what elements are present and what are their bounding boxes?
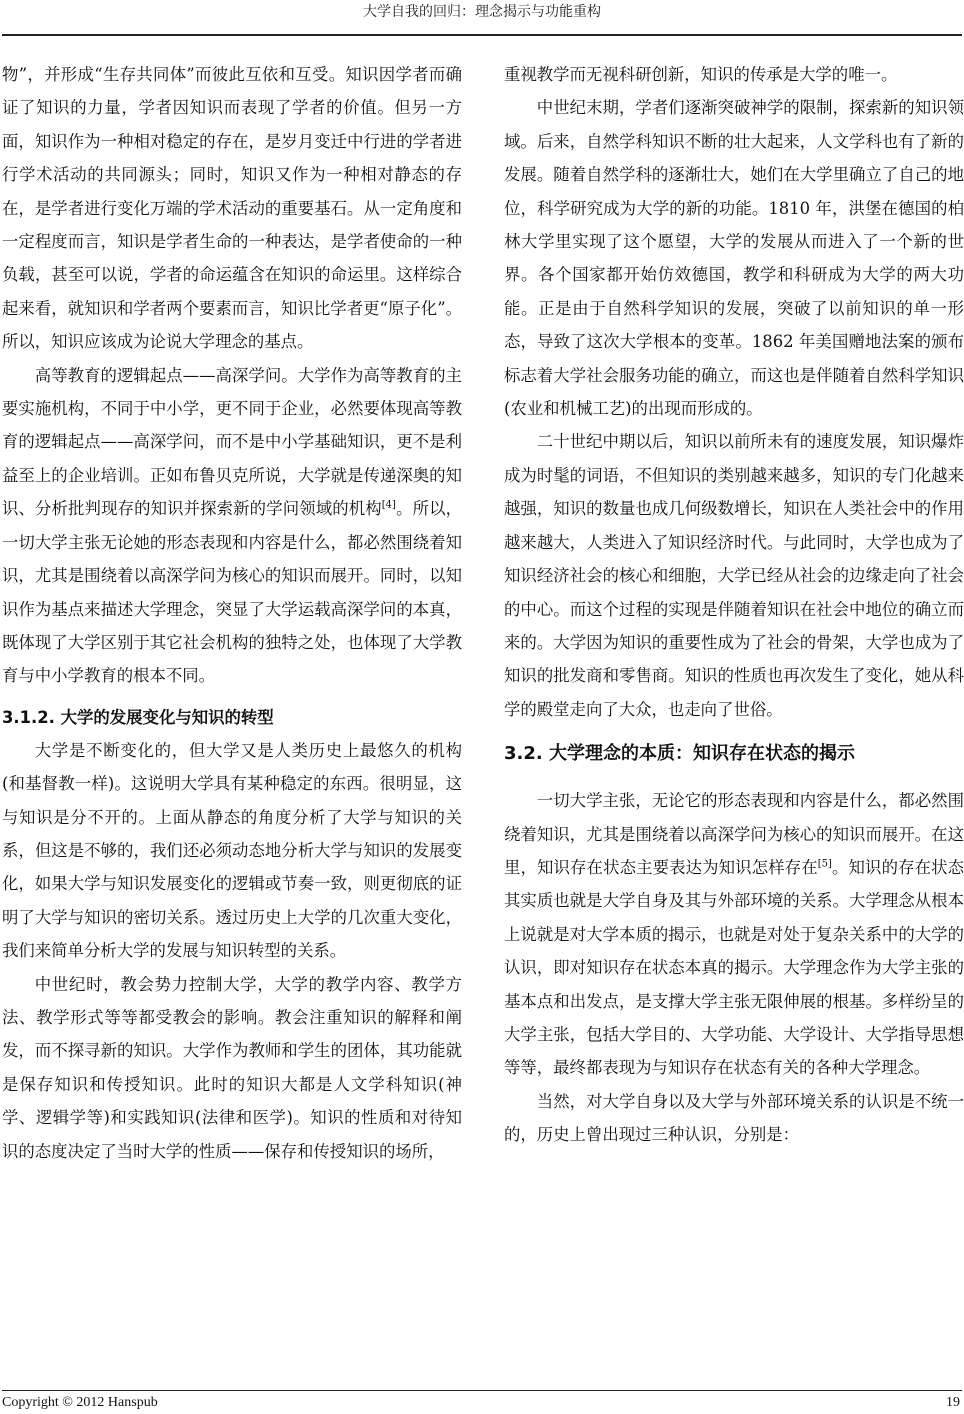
- paragraph-text: 一切大学主张，无论它的形态表现和内容是什么，都必然围绕着知识，尤其是围绕着以高深学问为核心的知识而展开。在这里，知识存在状态主要表达为知识怎样存在: [504, 791, 964, 877]
- right-column: [504, 58, 964, 1152]
- paragraph-text: 高等教育的逻辑起点——高深学问。大学作为高等教育的主要实施机构，不同于中小学，更不同于企业，必然要体现高等教育的逻辑起点——高深学问，而不是中小学基础知识，更不是利益至上的企业培训。正如布鲁贝克所说，大学就是传递深奥的知识、分析批判现存的知识并探索新的学问领域的机构: [2, 365, 462, 519]
- paragraph: 物”，并形成“生存共同体”而彼此互依和互受。知识因学者而确证了知识的力量，学者因知识而表现了学者的价值。但另一方面，知识作为一种相对稳定的存在，是岁月变迁中行进的学者进行学术活动的共同源头；同时，知识又作为一种相对静态的存在，是学者进行变化万端的学术活动的重要基石。从一定角度和一定程度而言，知识是学者生命的一种表达，是学者使命的一种负载，甚至可以说，学者的命运蕴含在知识的命运里。这样综合起来看，就知识和学者两个要素而言，知识比学者更“原子化”。所以，知识应该成为论说大学理念的基点。: [2, 65, 462, 352]
- paragraph: [2, 359, 462, 693]
- paragraph: 大学是不断变化的，但大学又是人类历史上最悠久的机构(和基督教一样)。这说明大学具有某种稳定的东西。很明显，这与知识是分不开的。上面从静态的角度分析了大学与知识的关系，但这是不够的，我们还必须动态地分析大学与知识的发展变化，如果大学与知识发展变化的逻辑或节奏一致，则更彻底的证明了大学与知识的密切关系。透过历史上大学的几次重大变化，我们来简单分析大学的发展与知识转型的关系。: [2, 740, 462, 961]
- running-header: [0, 0, 964, 34]
- paragraph: 中世纪时，教会势力控制大学，大学的教学内容、教学方法、教学形式等等都受教会的影响。教会注重知识的解释和阐发，而不探寻新的知识。大学作为教师和学生的团体，其功能就是保存知识和传授知识。此时的知识大都是人文学科知识(神学、逻辑学等)和实践知识(法律和医学)。知识的性质和对待知识的态度决定了当时大学的性质——保存和传授知识的场所，: [2, 974, 462, 1161]
- section-heading: 3.2. 大学理念的本质：知识存在状态的揭示: [504, 743, 855, 765]
- page-number: 19: [946, 1395, 960, 1410]
- left-column: [2, 58, 462, 1168]
- section-heading: 3.1.2. 大学的发展变化与知识的转型: [2, 707, 274, 727]
- header-rule: [2, 34, 962, 36]
- paragraph: 中世纪末期，学者们逐渐突破神学的限制，探索新的知识领域。后来，自然学科知识不断的壮大起来，人文学科也有了新的发展。随着自然学科的逐渐壮大，她们在大学里确立了自己的地位，科学研究成为大学的新的功能。1810 年，洪堡在德国的柏林大学里实现了这个愿望，大学的发展从而进入了一个新的世界。各个国家都开始仿效德国，教学和科研成为大学的两大功能。正是由于自然科学知识的发展，突破了以前知识的单一形态，导致了这次大学根本的变革。1862 年美国赠地法案的颁布标志着大学社会服务功能的确立，而这也是伴随着自然科学知识(农业和机械工艺)的出现而形成的。: [504, 98, 964, 419]
- paragraph-text: 。知识的存在状态其实质也就是大学自身及其与外部环境的关系。大学理念从根本上说就是对大学本质的揭示，也就是对处于复杂关系中的大学的认识，即对知识存在状态本真的揭示。大学理念作为大学主张的基本点和出发点，是支撑大学主张无限伸展的根基。多样纷呈的大学主张，包括大学目的、大学功能、大学设计、大学指导思想等等，最终都表现为与知识存在状态有关的各种大学理念。: [504, 857, 964, 1078]
- footer-rule: [2, 1390, 962, 1391]
- copyright-notice: Copyright © 2012 Hanspub: [2, 1395, 158, 1410]
- running-title: 大学自我的回归：理念揭示与功能重构: [363, 4, 601, 20]
- paragraph-text: 。所以，一切大学主张无论她的形态表现和内容是什么，都必然围绕着知识，尤其是围绕着以高深学问为核心的知识而展开。同时，以知识作为基点来描述大学理念，突显了大学运载高深学问的本真，既体现了大学区别于其它社会机构的独特之处，也体现了大学教育与中小学教育的根本不同。: [2, 499, 463, 686]
- paragraph: 重视教学而无视科研创新，知识的传承是大学的唯一。: [504, 65, 898, 84]
- paragraph: 当然，对大学自身以及大学与外部环境关系的认识是不统一的，历史上曾出现过三种认识，分别是：: [504, 1091, 964, 1145]
- paragraph: 二十世纪中期以后，知识以前所未有的速度发展，知识爆炸成为时髦的词语，不但知识的类别越来越多，知识的专门化越来越强，知识的数量也成几何级数增长，知识在人类社会中的作用越来越大，人类进入了知识经济时代。与此同时，大学也成为了知识经济社会的核心和细胞，大学已经从社会的边缘走向了社会的中心。而这个过程的实现是伴随着知识在社会中地位的确立而来的。大学因为知识的重要性成为了社会的骨架，大学也成为了知识的批发商和零售商。知识的性质也再次发生了变化，她从科学的殿堂走向了大众，也走向了世俗。: [504, 432, 964, 719]
- citation-ref: [4]: [381, 499, 396, 511]
- citation-ref: [5]: [817, 858, 832, 870]
- paragraph: [504, 784, 964, 1085]
